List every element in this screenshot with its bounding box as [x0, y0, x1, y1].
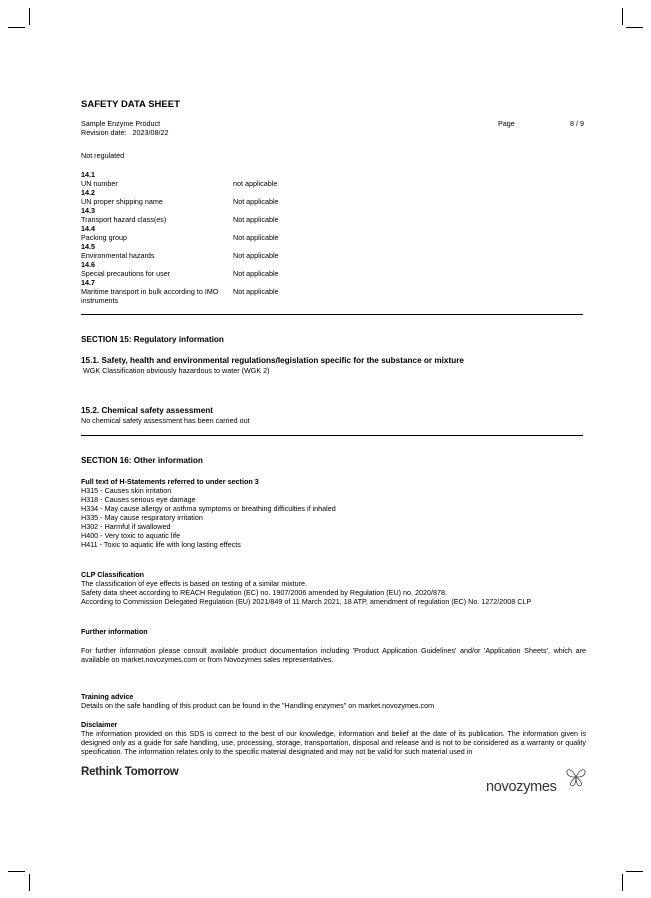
- transport-item: [81, 278, 381, 305]
- training-advice-title: Training advice: [81, 692, 134, 701]
- transport-item-value: not applicable: [233, 179, 278, 188]
- page-number: 8 / 9: [570, 119, 584, 128]
- document-title: SAFETY DATA SHEET: [81, 99, 180, 110]
- transport-item-number: 14.3: [81, 206, 95, 215]
- product-name: Sample Enzyme Product: [81, 119, 161, 128]
- transport-item-number: 14.1: [81, 170, 95, 179]
- revision-date: 2023/08/22: [132, 128, 169, 137]
- crop-mark: [626, 871, 643, 872]
- crop-mark: [622, 8, 623, 25]
- transport-item: [81, 224, 381, 242]
- divider: [81, 435, 583, 436]
- transport-item: [81, 206, 381, 224]
- crop-mark: [8, 871, 25, 872]
- crop-mark: [29, 8, 30, 25]
- transport-item-value: Not applicable: [233, 269, 279, 278]
- logo-text: novozymes: [486, 779, 557, 795]
- divider: [81, 314, 583, 315]
- hstatement-item: H315 - Causes skin irritation: [81, 486, 172, 495]
- transport-item-label: Special precautions for user: [81, 269, 171, 278]
- clp-line: According to Commission Delegated Regulation (EU) 2021/849 of 11 March 2021, 18 ATP, amendment of regulation (EC) No. 1272/2008 CLP: [81, 597, 532, 606]
- transport-item-label: Packing group: [81, 233, 127, 242]
- revision-line: [81, 128, 169, 137]
- hstatements-list: [81, 486, 586, 549]
- transport-item-number: 14.4: [81, 224, 95, 233]
- transport-item-label: UN proper shipping name: [81, 197, 163, 206]
- page-label: Page: [498, 119, 515, 128]
- transport-item-label: UN number: [81, 179, 118, 188]
- section16-title: SECTION 16: Other information: [81, 456, 203, 465]
- clp-line: Safety data sheet according to REACH Regulation (EC) no. 1907/2006 amended by Regulation (EU) no. 2020/878.: [81, 588, 447, 597]
- training-advice-text: Details on the safe handling of this product can be found in the "Handling enzymes" on market.novozymes.com: [81, 701, 435, 710]
- transport-item-number: 14.7: [81, 278, 95, 287]
- clp-text: [81, 579, 586, 606]
- transport-item-label: Maritime transport in bulk according to IMO instruments: [81, 287, 219, 305]
- hstatement-item: H318 - Causes serious eye damage: [81, 495, 196, 504]
- section15-title: SECTION 15: Regulatory information: [81, 335, 224, 344]
- hstatements-title: Full text of H-Statements referred to under section 3: [81, 477, 259, 486]
- disclaimer-text: The information provided on this SDS is correct to the best of our knowledge, information and belief at the date of its publication. The information given is designed only as a guide for safe handling, use, processing, storage, transportation, disposal and release and is not to be considered as a warranty or quality specification. The information relates only to the specific material designated and may not be valid for such material used in: [81, 729, 586, 756]
- hstatement-item: H334 - May cause allergy or asthma symptoms or breathing difficulties if inhaled: [81, 504, 336, 513]
- hstatement-item: H411 - Toxic to aquatic life with long lasting effects: [81, 540, 241, 549]
- revision-label: Revision date:: [81, 128, 127, 137]
- hstatement-item: H302 - Harmful if swallowed: [81, 522, 171, 531]
- disclaimer-title: Disclaimer: [81, 720, 118, 729]
- crop-mark: [29, 874, 30, 891]
- section15-1-title: 15.1. Safety, health and environmental regulations/legislation specific for the substance or mixture: [81, 356, 464, 365]
- transport-item: [81, 170, 381, 188]
- footer-tagline: Rethink Tomorrow: [81, 766, 179, 778]
- transport-item-number: 14.2: [81, 188, 95, 197]
- transport-item-number: 14.5: [81, 242, 95, 251]
- transport-item-number: 14.6: [81, 260, 95, 269]
- section15-1-text: WGK Classification obviously hazardous to water (WGK 2): [83, 366, 270, 375]
- further-info-text: For further information please consult available product documentation including 'Product Application Guidelines' and/or 'Application Sheets', which are available on market.novozymes.com or from Novozymes sales representatives.: [81, 646, 586, 664]
- transport-item-value: Not applicable: [233, 197, 279, 206]
- further-info-title: Further information: [81, 627, 148, 636]
- transport-item-value: Not applicable: [233, 215, 279, 224]
- section15-2-text: No chemical safety assessment has been carried out: [81, 416, 250, 425]
- transport-info-list: [81, 170, 381, 305]
- butterfly-logo-icon: [564, 766, 588, 788]
- transport-item: [81, 260, 381, 278]
- hstatement-item: H400 - Very toxic to aquatic life: [81, 531, 181, 540]
- transport-item-label: Environmental hazards: [81, 251, 155, 260]
- crop-mark: [8, 27, 25, 28]
- hstatement-item: H335 - May cause respiratory irritation: [81, 513, 203, 522]
- transport-item: [81, 188, 381, 206]
- transport-item-value: Not applicable: [233, 233, 279, 242]
- section15-2-title: 15.2. Chemical safety assessment: [81, 406, 213, 415]
- transport-item-value: Not applicable: [233, 251, 279, 260]
- clp-title: CLP Classification: [81, 570, 144, 579]
- clp-line: The classification of eye effects is based on testing of a similar mixture.: [81, 579, 307, 588]
- section14-intro: Not regulated: [81, 151, 125, 160]
- crop-mark: [626, 27, 643, 28]
- header-left: [81, 119, 169, 137]
- novozymes-logo: [486, 766, 586, 800]
- transport-item-value: Not applicable: [233, 287, 279, 296]
- crop-mark: [622, 874, 623, 891]
- transport-item-label: Transport hazard class(es): [81, 215, 167, 224]
- transport-item: [81, 242, 381, 260]
